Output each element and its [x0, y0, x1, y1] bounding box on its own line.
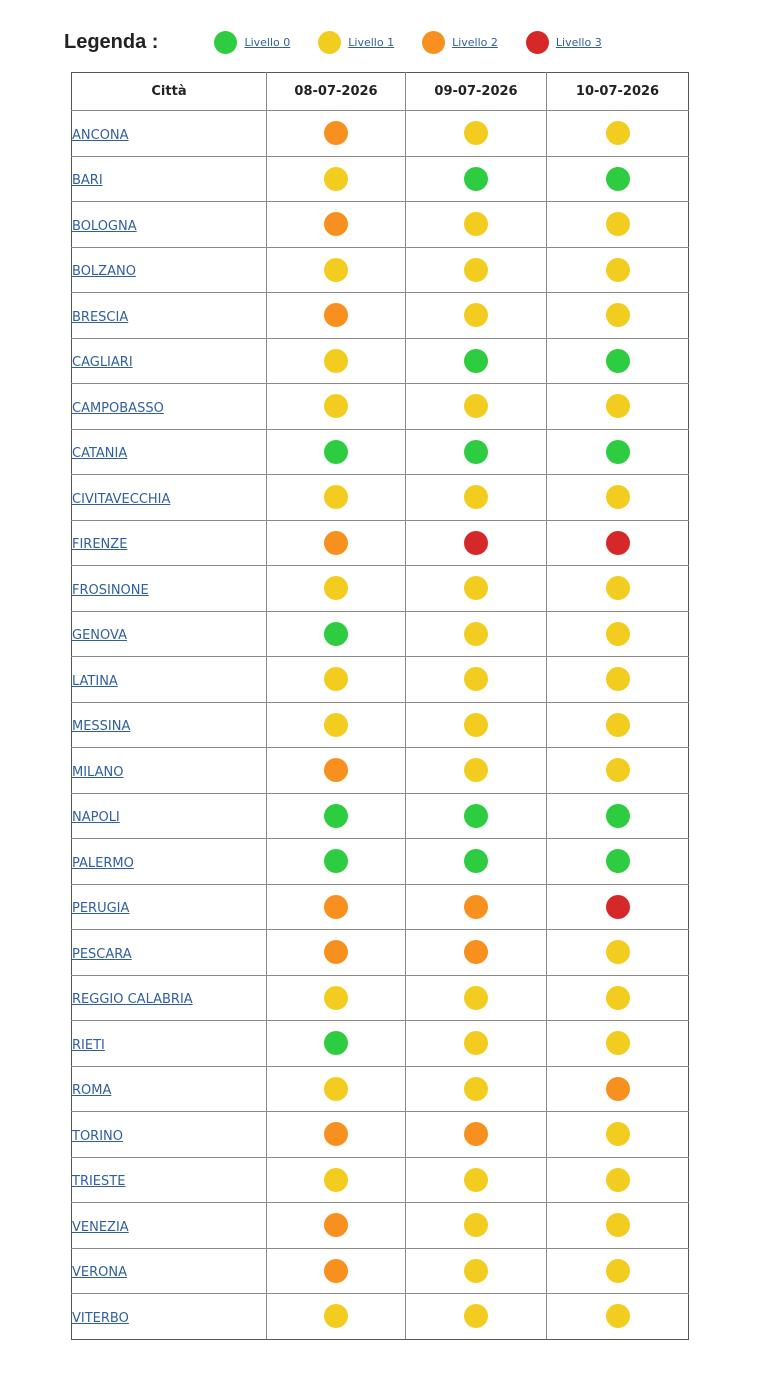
table-row: [72, 702, 689, 748]
level-cell: [267, 930, 406, 976]
level-cell: [547, 839, 689, 885]
city-cell: [72, 702, 267, 748]
level-2-dot-icon: [324, 212, 348, 236]
level-1-dot-icon: [606, 303, 630, 327]
city-cell: [72, 975, 267, 1021]
city-link[interactable]: PERUGIA: [72, 901, 130, 917]
city-link[interactable]: REGGIO CALABRIA: [72, 992, 193, 1008]
level-cell: [406, 975, 547, 1021]
city-link[interactable]: VITERBO: [72, 1310, 129, 1326]
level-1-dot-icon: [606, 667, 630, 691]
level-2-dot-icon: [606, 1077, 630, 1101]
level-0-dot-icon: [464, 349, 488, 373]
legend-title: Legenda :: [64, 30, 159, 53]
level-cell: [406, 247, 547, 293]
level-1-dot-icon: [324, 713, 348, 737]
level-cell: [406, 702, 547, 748]
legend-label-level-0[interactable]: Livello 0: [244, 35, 291, 49]
level-cell: [267, 384, 406, 430]
level-cell: [406, 1021, 547, 1067]
level-cell: [406, 338, 547, 384]
table-row: [72, 1157, 689, 1203]
city-link[interactable]: FROSINONE: [72, 582, 149, 598]
level-cell: [267, 111, 406, 157]
level-0-dot-icon: [606, 804, 630, 828]
level-2-dot-icon: [422, 31, 445, 54]
level-1-dot-icon: [324, 1077, 348, 1101]
city-cell: [72, 611, 267, 657]
city-cell: [72, 1203, 267, 1249]
level-1-dot-icon: [606, 1304, 630, 1328]
level-cell: [267, 748, 406, 794]
city-link[interactable]: VERONA: [72, 1265, 127, 1281]
table-row: [72, 384, 689, 430]
table-row: [72, 1112, 689, 1158]
level-0-dot-icon: [464, 167, 488, 191]
level-cell: [547, 748, 689, 794]
table-row: [72, 156, 689, 202]
level-3-dot-icon: [606, 531, 630, 555]
level-cell: [267, 1294, 406, 1340]
table-row: [72, 1021, 689, 1067]
level-1-dot-icon: [464, 394, 488, 418]
legend-label-level-3[interactable]: Livello 3: [555, 35, 602, 49]
level-cell: [406, 111, 547, 157]
table-row: [72, 202, 689, 248]
city-cell: [72, 884, 267, 930]
level-1-dot-icon: [324, 1168, 348, 1192]
level-2-dot-icon: [324, 531, 348, 555]
level-cell: [547, 657, 689, 703]
city-link[interactable]: CIVITAVECCHIA: [72, 491, 171, 507]
level-cell: [547, 247, 689, 293]
level-1-dot-icon: [324, 1304, 348, 1328]
level-1-dot-icon: [606, 758, 630, 782]
level-1-dot-icon: [606, 1259, 630, 1283]
level-cell: [267, 1157, 406, 1203]
city-cell: [72, 111, 267, 157]
city-link[interactable]: FIRENZE: [72, 537, 128, 553]
city-cell: [72, 429, 267, 475]
city-link[interactable]: CAGLIARI: [72, 355, 133, 371]
level-cell: [267, 156, 406, 202]
legend-label-level-2[interactable]: Livello 2: [452, 35, 498, 49]
level-3-dot-icon: [526, 31, 549, 54]
table-row: [72, 930, 689, 976]
table-row: [72, 111, 689, 157]
level-cell: [406, 1066, 547, 1112]
city-link[interactable]: MESSINA: [72, 719, 131, 735]
city-link[interactable]: BARI: [72, 173, 103, 189]
level-cell: [547, 429, 689, 475]
legend: [64, 28, 630, 56]
city-cell: [72, 384, 267, 430]
level-cell: [547, 202, 689, 248]
level-3-dot-icon: [606, 895, 630, 919]
table-row: [72, 975, 689, 1021]
level-cell: [406, 520, 547, 566]
level-cell: [267, 702, 406, 748]
level-cell: [547, 1294, 689, 1340]
city-link[interactable]: CATANIA: [72, 446, 128, 462]
level-cell: [267, 1066, 406, 1112]
level-2-dot-icon: [464, 1122, 488, 1146]
level-cell: [406, 793, 547, 839]
city-cell: [72, 839, 267, 885]
level-1-dot-icon: [606, 121, 630, 145]
heat-level-table: [71, 72, 689, 1340]
level-cell: [406, 884, 547, 930]
level-0-dot-icon: [606, 167, 630, 191]
level-1-dot-icon: [606, 713, 630, 737]
level-cell: [406, 1203, 547, 1249]
level-cell: [406, 384, 547, 430]
level-1-dot-icon: [324, 258, 348, 282]
level-cell: [406, 475, 547, 521]
level-cell: [406, 293, 547, 339]
level-cell: [267, 293, 406, 339]
level-cell: [406, 1248, 547, 1294]
level-2-dot-icon: [324, 1259, 348, 1283]
table-row: [72, 839, 689, 885]
city-link[interactable]: MILANO: [72, 764, 124, 780]
city-link[interactable]: BRESCIA: [72, 309, 129, 325]
level-1-dot-icon: [464, 212, 488, 236]
level-cell: [406, 1294, 547, 1340]
table-row: [72, 884, 689, 930]
level-2-dot-icon: [324, 1213, 348, 1237]
table-row: [72, 429, 689, 475]
city-cell: [72, 1248, 267, 1294]
level-2-dot-icon: [324, 1122, 348, 1146]
level-cell: [547, 1248, 689, 1294]
table-row: [72, 1203, 689, 1249]
level-cell: [267, 429, 406, 475]
city-link[interactable]: PALERMO: [72, 855, 134, 871]
level-2-dot-icon: [324, 758, 348, 782]
city-link[interactable]: GENOVA: [72, 628, 127, 644]
city-cell: [72, 247, 267, 293]
level-1-dot-icon: [324, 986, 348, 1010]
level-3-dot-icon: [464, 531, 488, 555]
table-row: [72, 247, 689, 293]
table-row: [72, 338, 689, 384]
level-cell: [267, 975, 406, 1021]
level-1-dot-icon: [464, 303, 488, 327]
level-cell: [267, 839, 406, 885]
level-0-dot-icon: [324, 804, 348, 828]
level-1-dot-icon: [324, 485, 348, 509]
level-cell: [547, 293, 689, 339]
city-cell: [72, 156, 267, 202]
table-row: [72, 520, 689, 566]
level-1-dot-icon: [464, 1031, 488, 1055]
level-cell: [547, 1203, 689, 1249]
level-cell: [547, 793, 689, 839]
city-cell: [72, 930, 267, 976]
level-cell: [547, 156, 689, 202]
level-2-dot-icon: [464, 940, 488, 964]
table-row: [72, 1294, 689, 1340]
city-link[interactable]: PESCARA: [72, 946, 132, 962]
level-1-dot-icon: [464, 713, 488, 737]
city-link[interactable]: TRIESTE: [72, 1174, 126, 1190]
level-cell: [267, 793, 406, 839]
level-cell: [406, 1157, 547, 1203]
city-link[interactable]: NAPOLI: [72, 810, 120, 826]
level-1-dot-icon: [606, 212, 630, 236]
city-cell: [72, 566, 267, 612]
level-0-dot-icon: [324, 849, 348, 873]
level-1-dot-icon: [464, 1213, 488, 1237]
header-date-2: 09-07-2026: [406, 73, 547, 111]
level-2-dot-icon: [324, 895, 348, 919]
level-0-dot-icon: [606, 440, 630, 464]
level-cell: [406, 930, 547, 976]
level-1-dot-icon: [606, 986, 630, 1010]
level-cell: [547, 611, 689, 657]
legend-label-level-1[interactable]: Livello 1: [348, 35, 395, 49]
level-1-dot-icon: [324, 394, 348, 418]
legend-item-level-1[interactable]: [318, 31, 394, 54]
table-row: [72, 657, 689, 703]
city-cell: [72, 520, 267, 566]
city-cell: [72, 1066, 267, 1112]
level-1-dot-icon: [464, 485, 488, 509]
level-0-dot-icon: [464, 849, 488, 873]
level-cell: [267, 1112, 406, 1158]
city-cell: [72, 748, 267, 794]
level-cell: [406, 748, 547, 794]
city-link[interactable]: LATINA: [72, 673, 118, 689]
level-2-dot-icon: [324, 121, 348, 145]
table-row: [72, 1066, 689, 1112]
level-1-dot-icon: [324, 667, 348, 691]
city-cell: [72, 1294, 267, 1340]
city-cell: [72, 202, 267, 248]
level-cell: [406, 657, 547, 703]
city-cell: [72, 793, 267, 839]
level-2-dot-icon: [324, 940, 348, 964]
level-1-dot-icon: [464, 1077, 488, 1101]
level-cell: [406, 611, 547, 657]
level-0-dot-icon: [324, 622, 348, 646]
city-cell: [72, 1021, 267, 1067]
table-row: [72, 611, 689, 657]
level-cell: [547, 1157, 689, 1203]
level-0-dot-icon: [214, 31, 237, 54]
level-0-dot-icon: [606, 349, 630, 373]
level-cell: [547, 975, 689, 1021]
level-1-dot-icon: [324, 167, 348, 191]
table-header-row: [72, 73, 689, 111]
level-cell: [406, 429, 547, 475]
level-1-dot-icon: [606, 258, 630, 282]
level-cell: [267, 1203, 406, 1249]
level-1-dot-icon: [606, 1122, 630, 1146]
level-1-dot-icon: [606, 622, 630, 646]
table-row: [72, 748, 689, 794]
level-cell: [547, 1066, 689, 1112]
level-1-dot-icon: [606, 576, 630, 600]
city-link[interactable]: BOLZANO: [72, 264, 136, 280]
table-body: [72, 111, 689, 1340]
city-link[interactable]: BOLOGNA: [72, 218, 137, 234]
level-cell: [547, 384, 689, 430]
level-cell: [547, 566, 689, 612]
table-row: [72, 793, 689, 839]
level-cell: [547, 702, 689, 748]
header-city: Città: [72, 73, 267, 111]
level-cell: [547, 1021, 689, 1067]
legend-item-level-0[interactable]: [214, 31, 290, 54]
city-link[interactable]: TORINO: [72, 1128, 123, 1144]
level-1-dot-icon: [464, 622, 488, 646]
level-1-dot-icon: [464, 1259, 488, 1283]
level-cell: [406, 566, 547, 612]
level-0-dot-icon: [464, 804, 488, 828]
level-0-dot-icon: [464, 440, 488, 464]
header-date-3: 10-07-2026: [547, 73, 689, 111]
level-1-dot-icon: [606, 1031, 630, 1055]
level-cell: [267, 1248, 406, 1294]
level-1-dot-icon: [606, 940, 630, 964]
header-date-1: 08-07-2026: [267, 73, 406, 111]
level-1-dot-icon: [464, 986, 488, 1010]
city-link[interactable]: CAMPOBASSO: [72, 400, 164, 416]
table-row: [72, 475, 689, 521]
level-1-dot-icon: [324, 349, 348, 373]
level-cell: [547, 520, 689, 566]
level-1-dot-icon: [606, 485, 630, 509]
city-link[interactable]: RIETI: [72, 1037, 105, 1053]
level-0-dot-icon: [324, 1031, 348, 1055]
level-cell: [267, 520, 406, 566]
city-link[interactable]: ROMA: [72, 1083, 112, 1099]
level-cell: [547, 111, 689, 157]
level-cell: [267, 202, 406, 248]
level-1-dot-icon: [464, 667, 488, 691]
level-1-dot-icon: [318, 31, 341, 54]
level-1-dot-icon: [606, 394, 630, 418]
level-cell: [547, 1112, 689, 1158]
level-1-dot-icon: [464, 1168, 488, 1192]
legend-item-level-2[interactable]: [422, 31, 498, 54]
level-2-dot-icon: [464, 895, 488, 919]
level-cell: [267, 566, 406, 612]
level-cell: [267, 611, 406, 657]
level-cell: [267, 338, 406, 384]
level-cell: [406, 839, 547, 885]
level-0-dot-icon: [324, 440, 348, 464]
table-row: [72, 1248, 689, 1294]
level-cell: [267, 884, 406, 930]
level-1-dot-icon: [464, 758, 488, 782]
level-cell: [547, 884, 689, 930]
level-cell: [267, 657, 406, 703]
city-cell: [72, 338, 267, 384]
table-row: [72, 566, 689, 612]
level-cell: [406, 202, 547, 248]
level-1-dot-icon: [464, 1304, 488, 1328]
level-1-dot-icon: [464, 576, 488, 600]
level-cell: [547, 475, 689, 521]
level-cell: [267, 475, 406, 521]
level-1-dot-icon: [324, 576, 348, 600]
level-1-dot-icon: [606, 1168, 630, 1192]
level-cell: [406, 1112, 547, 1158]
city-link[interactable]: VENEZIA: [72, 1219, 129, 1235]
level-1-dot-icon: [464, 258, 488, 282]
city-cell: [72, 293, 267, 339]
city-cell: [72, 1157, 267, 1203]
level-1-dot-icon: [464, 121, 488, 145]
level-2-dot-icon: [324, 303, 348, 327]
city-cell: [72, 1112, 267, 1158]
legend-item-level-3[interactable]: [526, 31, 602, 54]
city-link[interactable]: ANCONA: [72, 127, 129, 143]
table-row: [72, 293, 689, 339]
level-cell: [267, 247, 406, 293]
level-cell: [267, 1021, 406, 1067]
level-0-dot-icon: [606, 849, 630, 873]
level-cell: [547, 930, 689, 976]
city-cell: [72, 475, 267, 521]
city-cell: [72, 657, 267, 703]
level-cell: [547, 338, 689, 384]
level-cell: [406, 156, 547, 202]
level-1-dot-icon: [606, 1213, 630, 1237]
